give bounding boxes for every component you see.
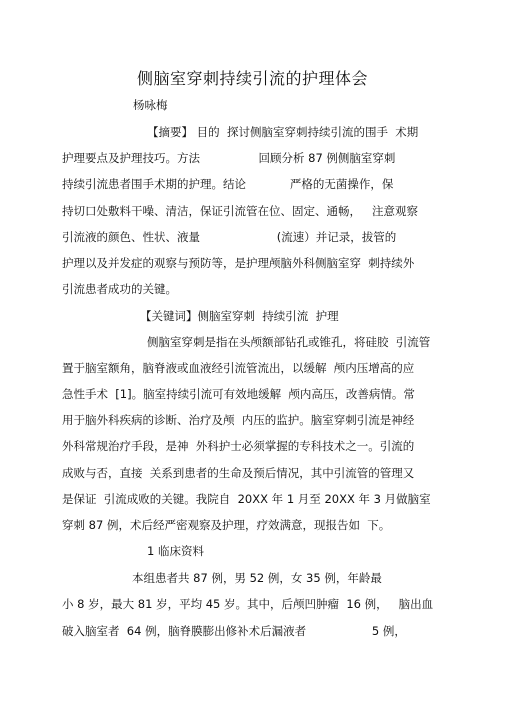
body-line: 外科常规治疗手段，是神 外科护士必须掌握的专科技术之一。引流的 [62,439,415,453]
body-line: 置于脑室额角，脑脊液或血液经引流管流出，以缓解 颅内压增高的应 [62,361,415,375]
document-title: 侧脑室穿刺持续引流的护理体会 [136,69,368,88]
section-heading: 1 临床资料 [147,544,204,558]
body-line: 本组患者共 87 例，男 52 例，女 35 例，年龄最 [132,571,382,585]
abstract-line: 引流液的颜色、性状、液量 (流速）并记录，拔管的 [62,230,397,244]
author-name: 杨咏梅 [133,98,168,112]
abstract-line: 持切口处敷料干噪、清洁，保证引流管在位、固定、通畅， 注意观察 [62,204,418,218]
abstract-line: 护理要点及护理技巧。方法 回顾分析 87 例侧脑室穿刺 [62,151,396,165]
body-line: 侧脑室穿刺是指在头颅额部钻孔或锥孔，将硅胶 引流管 [147,335,431,349]
body-line: 成败与否，直接 关系到患者的生命及预后情况，其中引流管的管理又 [62,466,415,480]
abstract-line: 护理以及并发症的观察与预防等，是护理颅脑外科侧脑室穿 刺持续外 [62,256,415,270]
body-line: 急性手术 [1]。脑室持续引流可有效地缓解 颅内高压，改善病情。常 [62,387,415,401]
keywords-line: 【关键词】侧脑室穿刺 持续引流 护理 [140,309,339,323]
abstract-line: 持续引流患者围手术期的护理。结论 严格的无菌操作，保 [62,177,394,191]
body-line: 破入脑室者 64 例，脑脊膜膨出修补术后漏液者 5 例， [62,624,406,638]
abstract-line: 【摘要】 目的 探讨侧脑室穿刺持续引流的围手 术期 [147,125,419,139]
body-line: 小 8 岁，最大 81 岁，平均 45 岁。其中，后颅凹肿瘤 16 例， 脑出血 [62,597,434,611]
body-line: 是保证 引流成败的关键。我院自 20XX 年 1 月至 20XX 年 3 月做脑室 [62,492,431,506]
body-line: 用于脑外科疾病的诊断、治疗及颅 内压的监护。脑室穿刺引流是神经 [62,413,415,427]
body-line: 穿刺 87 例，术后经严密观察及护理，疗效满意，现报告如 下。 [62,518,391,532]
abstract-line: 引流患者成功的关键。 [62,282,177,296]
